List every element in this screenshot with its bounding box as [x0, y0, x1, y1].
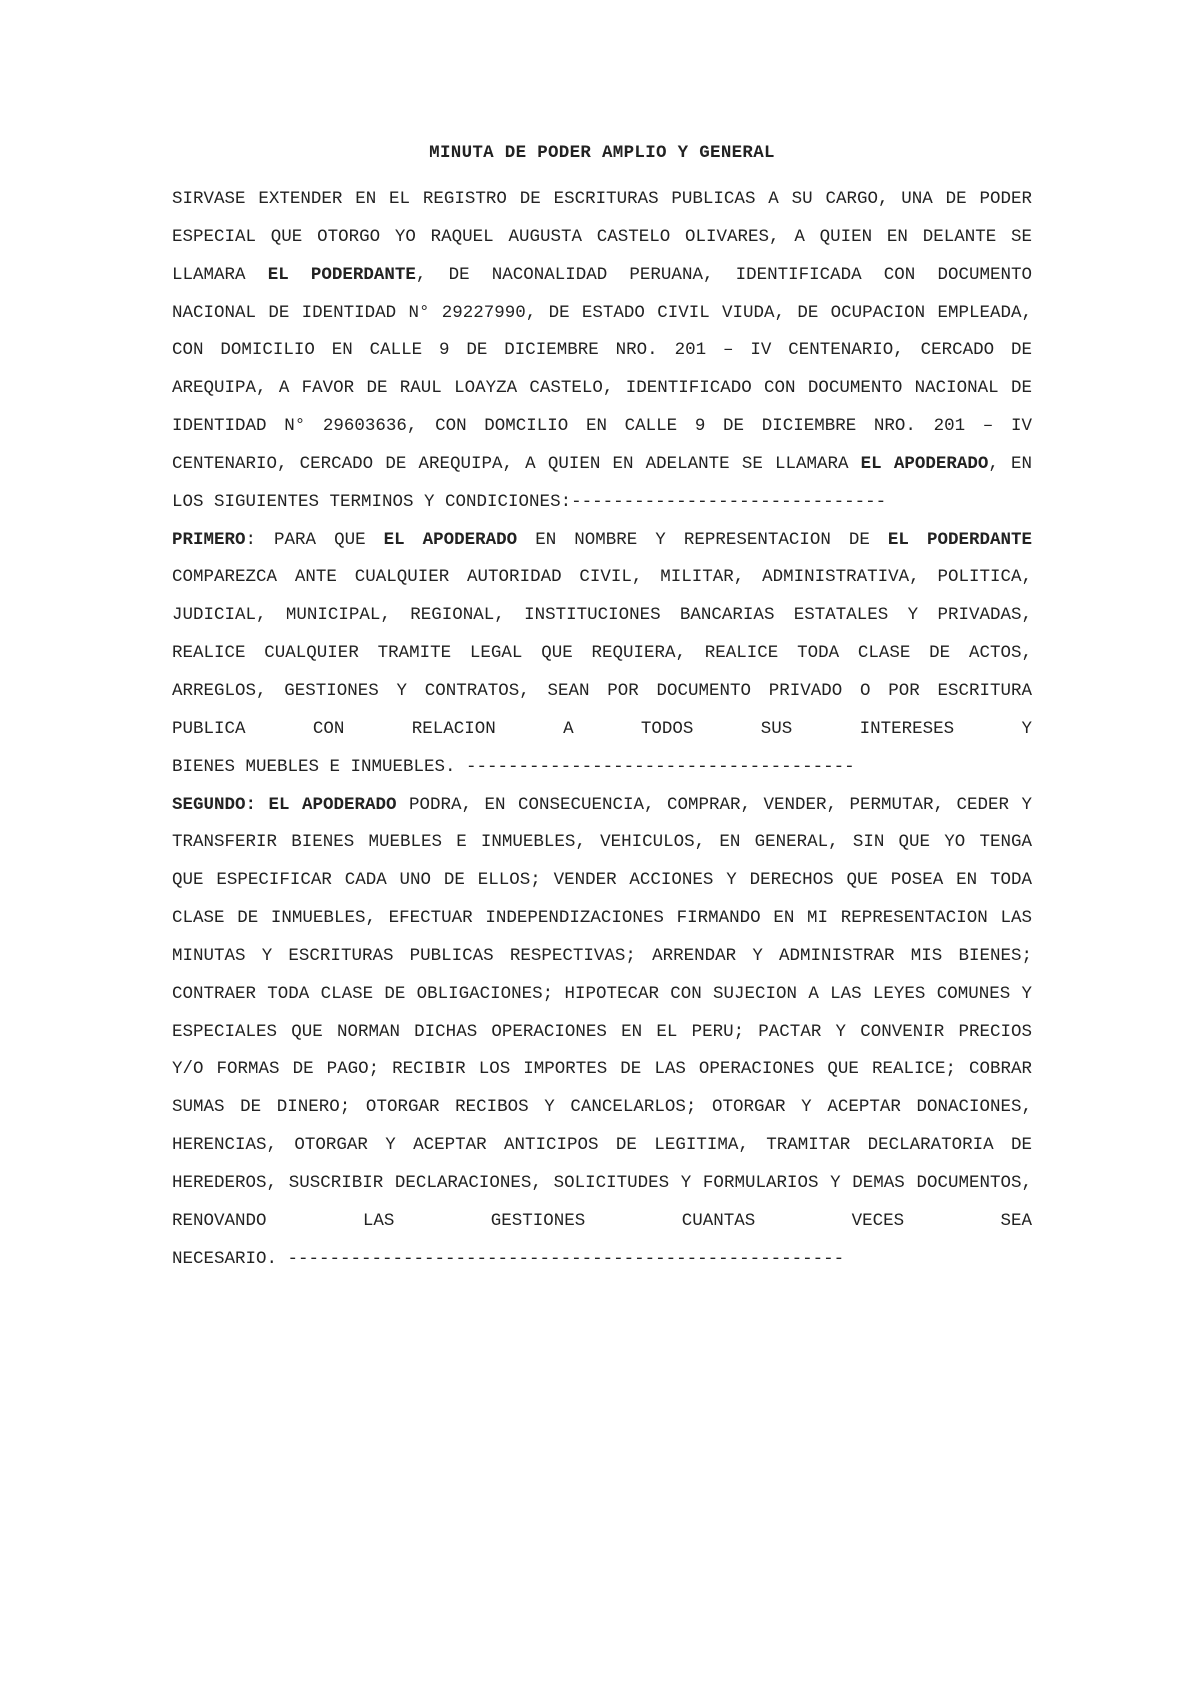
- poderdante-term: EL PODERDANTE: [887, 529, 1032, 550]
- segundo-text-2: NECESARIO. -----------------------------------------------------: [172, 1248, 845, 1269]
- clause-primero: [172, 522, 1032, 787]
- primero-text-4: BIENES MUEBLES E INMUEBLES. -------------------------------------: [172, 756, 855, 777]
- clause-primero-heading: PRIMERO: [172, 529, 246, 550]
- primero-text-1: : PARA QUE: [245, 529, 384, 550]
- clause-segundo-heading: SEGUNDO: EL APODERADO: [172, 794, 397, 815]
- poderdante-term: EL PODERDANTE: [267, 264, 416, 285]
- document-body: [172, 181, 1032, 1278]
- intro-text-2: , DE NACONALIDAD PERUANA, IDENTIFICADA CON DOCUMENTO NACIONAL DE IDENTIDAD N° 29227990, DE ESTADO CIVIL VIUDA, DE OCUPACION EMPLEADA, CON DOMICILIO EN CALLE 9 DE DICIEMBRE NRO. 201 – IV CENTENARIO, CERCADO DE AREQUIPA, A FAVOR DE RAUL LOAYZA CASTELO, IDENTIFICADO CON DOCUMENTO NACIONAL DE IDENTIDAD N° 29603636, CON DOMCILIO EN CALLE 9 DE DICIEMBRE NRO. 201 – IV CENTENARIO, CERCADO DE AREQUIPA, A QUIEN EN ADELANTE SE LLAMARA: [172, 264, 1032, 474]
- clause-segundo: [172, 787, 1032, 1279]
- intro-text-1: SIRVASE EXTENDER EN EL REGISTRO DE ESCRITURAS PUBLICAS A SU CARGO, UNA DE PODER ESPECIAL QUE OTORGO YO RAQUEL AUGUSTA CASTELO OLIVARES, A QUIEN EN DELANTE SE LLAMARA: [172, 189, 1032, 285]
- document-title: MINUTA DE PODER AMPLIO Y GENERAL: [429, 143, 775, 163]
- primero-text-2: EN NOMBRE Y REPRESENTACION DE: [517, 529, 888, 550]
- primero-text-3: COMPAREZCA ANTE CUALQUIER AUTORIDAD CIVIL, MILITAR, ADMINISTRATIVA, POLITICA, JUDICIAL, MUNICIPAL, REGIONAL, INSTITUCIONES BANCARIAS ESTATALES Y PRIVADAS, REALICE CUALQUIER TRAMITE LEGAL QUE REQUIERA, REALICE TODA CLASE DE ACTOS, ARREGLOS, GESTIONES Y CONTRATOS, SEAN POR DOCUMENTO PRIVADO O POR ESCRITURA PUBLICA CON RELACION A TODOS SUS INTERESES Y: [172, 567, 1032, 739]
- intro-text-4: CONDICIONES:------------------------------: [445, 491, 887, 512]
- intro-paragraph: [172, 181, 1032, 522]
- apoderado-term: EL APODERADO: [383, 529, 518, 550]
- segundo-text-1: PODRA, EN CONSECUENCIA, COMPRAR, VENDER, PERMUTAR, CEDER Y TRANSFERIR BIENES MUEBLES E INMUEBLES, VEHICULOS, EN GENERAL, SIN QUE YO TENGA QUE ESPECIFICAR CADA UNO DE ELLOS; VENDER ACCIONES Y DERECHOS QUE POSEA EN TODA CLASE DE INMUEBLES, EFECTUAR INDEPENDIZACIONES FIRMANDO EN MI REPRESENTACION LAS MINUTAS Y ESCRITURAS PUBLICAS RESPECTIVAS; ARRENDAR Y ADMINISTRAR MIS BIENES; CONTRAER TODA CLASE DE OBLIGACIONES; HIPOTECAR CON SUJECION A LAS LEYES COMUNES Y ESPECIALES QUE NORMAN DICHAS OPERACIONES EN EL PERU; PACTAR Y CONVENIR PRECIOS Y/O FORMAS DE PAGO; RECIBIR LOS IMPORTES DE LAS OPERACIONES QUE REALICE; COBRAR SUMAS DE DINERO; OTORGAR RECIBOS Y CANCELARLOS; OTORGAR Y ACEPTAR DONACIONES, HERENCIAS, OTORGAR Y ACEPTAR ANTICIPOS DE LEGITIMA, TRAMITAR DECLARATORIA DE HEREDEROS, SUSCRIBIR DECLARACIONES, SOLICITUDES Y FORMULARIOS Y DEMAS DOCUMENTOS, RENOVANDO LAS GESTIONES CUANTAS VECES SEA: [172, 794, 1032, 1231]
- apoderado-term: EL APODERADO: [860, 453, 989, 474]
- intro-text-3: , EN LOS SIGUIENTES TERMINOS Y: [172, 453, 1033, 512]
